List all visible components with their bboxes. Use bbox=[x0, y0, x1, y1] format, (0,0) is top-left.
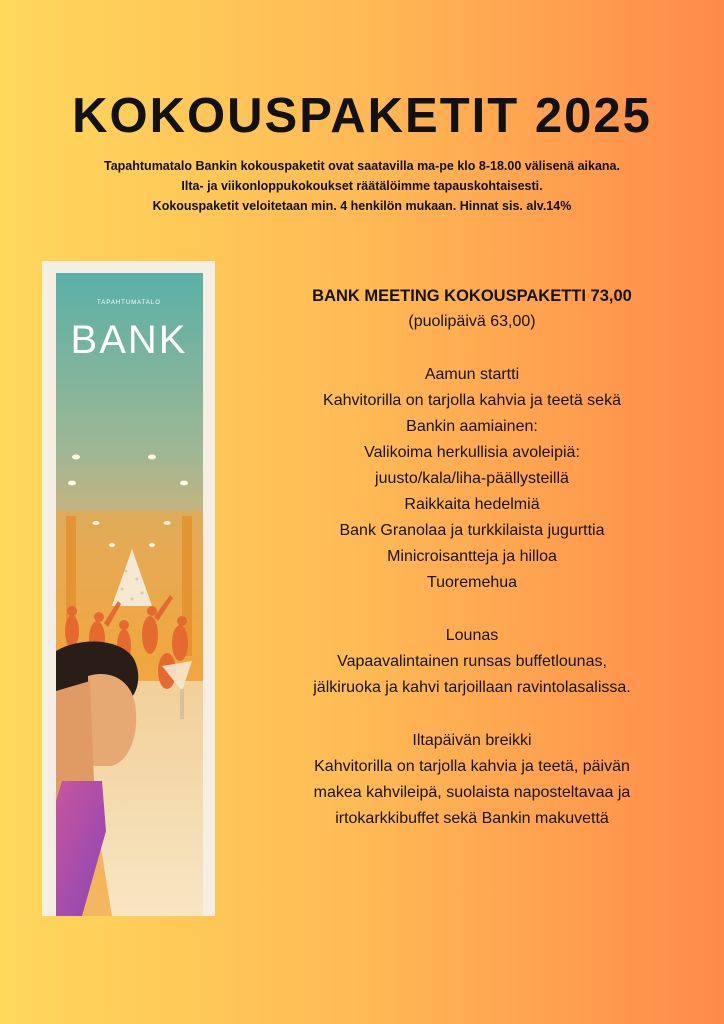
afternoon-line: irtokarkkibuffet sekä Bankin makuvettä bbox=[335, 810, 609, 827]
morning-line: Bankin aamiainen: bbox=[406, 418, 538, 435]
intro-line: Ilta- ja viikonloppukokoukset räätälöimme tapauskohtaisesti. bbox=[181, 179, 543, 193]
intro-line: Kokouspaketit veloitetaan min. 4 henkilön mukaan. Hinnat sis. alv.14% bbox=[152, 199, 572, 213]
package-details bbox=[240, 283, 704, 832]
morning-line: Raikkaita hedelmiä bbox=[404, 496, 540, 513]
morning-line: Bank Granolaa ja turkkilaista jugurttia bbox=[339, 522, 605, 539]
package-title: BANK MEETING KOKOUSPAKETTI 73,00 bbox=[312, 287, 632, 305]
poster-brand-logo: BANK bbox=[70, 318, 188, 362]
afternoon-line: makea kahvileipä, suolaista naposteltavaa ja bbox=[313, 784, 631, 801]
poster-kicker-text: TAPAHTUMATALO bbox=[97, 300, 161, 306]
lunch-line: Vapaavalintainen runsas buffetlounas, bbox=[337, 653, 607, 670]
morning-line: Tuoremehua bbox=[426, 574, 518, 591]
intro-line: Tapahtumatalo Bankin kokouspaketit ovat saatavilla ma-pe klo 8-18.00 välisenä aikana. bbox=[104, 159, 620, 173]
bank-poster-illustration bbox=[42, 261, 215, 916]
intro-text bbox=[0, 156, 724, 216]
morning-line: Valikoima herkullisia avoleipiä: bbox=[364, 444, 580, 461]
afternoon-line: Kahvitorilla on tarjolla kahvia ja teetä, päivän bbox=[314, 758, 630, 775]
morning-line: juusto/kala/liha-päällysteillä bbox=[375, 470, 569, 487]
package-subtitle: (puolipäivä 63,00) bbox=[408, 313, 536, 330]
morning-line: Kahvitorilla on tarjolla kahvia ja teetä sekä bbox=[323, 392, 621, 409]
morning-line: Minicroisantteja ja hilloa bbox=[387, 548, 557, 565]
morning-heading: Aamun startti bbox=[424, 366, 520, 383]
afternoon-heading: Iltapäivän breikki bbox=[412, 732, 532, 749]
bank-poster-image bbox=[42, 261, 215, 916]
lunch-heading: Lounas bbox=[445, 627, 499, 644]
lunch-line: jälkiruoka ja kahvi tarjoillaan ravintolasalissa. bbox=[313, 679, 631, 696]
page-title: KOKOUSPAKETIT 2025 bbox=[72, 89, 652, 143]
